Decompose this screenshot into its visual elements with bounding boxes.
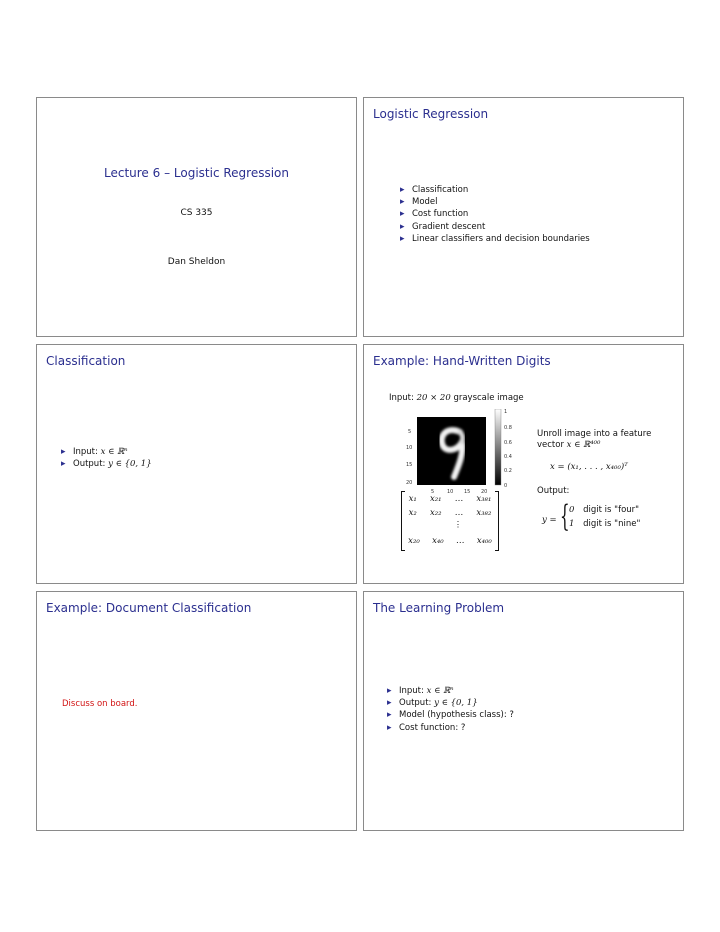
input-bullet [61,446,152,458]
unroll-text-line2 [537,440,600,450]
matrix-cell: … [456,536,465,546]
outline-list [400,184,590,245]
y-tick-label: 10 [406,445,413,451]
unroll-text-math: x ∈ ℝ⁴⁰⁰ [566,440,601,450]
matrix-cell: x₃₈₁ [476,494,492,504]
input-label: Input: [73,447,98,457]
input-caption-label: Input: [389,393,414,403]
matrix-cell: x₄₀ [432,536,444,546]
unroll-text-vector: vector [537,440,564,450]
input-label: Input: [399,686,424,696]
matrix-cell: x₃₈₂ [476,508,492,518]
colorbar-tick: 0.4 [504,454,512,460]
input-math: x ∈ ℝⁿ [426,686,454,696]
outline-item: ▸ Cost function [400,208,590,220]
outline-item: ▸ Model [400,196,590,208]
input-bullet [387,685,514,697]
matrix-vdots [402,520,498,530]
matrix-vdots-glyph: ⋮ [453,520,463,530]
output-bullet [61,458,152,470]
input-math: x ∈ ℝⁿ [100,447,128,457]
output-math: y ∈ {0, 1} [108,459,152,470]
matrix-row [402,536,498,546]
matrix-cell: x₂₂ [429,508,442,518]
matrix-cell: x₄₀₀ [476,536,492,546]
feature-vector-formula: x = (x₁, . . . , x₄₀₀)ᵀ [550,462,628,472]
pixel-matrix [401,491,499,551]
slide-classification [36,344,357,584]
matrix-row [402,508,498,518]
colorbar [495,409,501,485]
case-0-text: digit is "four" [583,505,640,515]
slide-heading: The Learning Problem [373,601,505,615]
digit-image-figure [380,409,520,497]
x-tick-label: 10 [447,489,454,495]
colorbar-tick: 0.2 [504,468,512,474]
case-1-value: 1 [569,519,575,529]
course-code: CS 335 [180,208,213,218]
author-name: Dan Sheldon [167,257,226,267]
model-bullet: ▸ Model (hypothesis class): ? [387,709,514,721]
outline-item: ▸ Gradient descent [400,221,590,233]
input-caption [389,393,524,403]
slide-heading: Classification [46,354,126,368]
outline-item: ▸ Classification [400,184,590,196]
x-tick-label: 5 [431,489,435,495]
slide-document-classification [36,591,357,831]
slide-digits [363,344,684,584]
output-case-1 [569,519,640,529]
slide-learning-problem [363,591,684,831]
output-label: Output: [399,698,432,709]
slide-heading: Example: Document Classification [46,601,252,615]
matrix-cell: x₂₁ [429,494,442,504]
x-tick-label: 15 [464,489,471,495]
case-1-text: digit is "nine" [583,519,641,529]
input-caption-math: 20 × 20 [416,393,451,403]
colorbar-tick: 0 [504,483,508,489]
classification-list [61,446,152,470]
slide-title [36,97,357,337]
output-label: Output: [73,459,106,470]
matrix-cell: … [454,508,464,518]
unroll-text-line1: Unroll image into a feature [537,429,652,439]
colorbar-tick: 0.6 [504,440,512,446]
input-caption-text: grayscale image [453,393,524,403]
output-label: Output: [537,486,570,496]
cost-function-bullet: ▸ Cost function: ? [387,722,514,734]
colorbar-tick: 0.8 [504,425,512,431]
matrix-cell: x₂₀ [408,536,420,546]
lecture-title: Lecture 6 – Logistic Regression [103,166,289,180]
case-0-value: 0 [569,505,575,515]
output-bullet [387,697,514,709]
learning-problem-list [387,685,514,734]
outline-item: ▸ Linear classifiers and decision boundaries [400,233,590,245]
matrix-cell: x₂ [408,508,417,518]
matrix-cell: x₁ [408,494,417,504]
output-y-eq: y = [542,515,557,525]
matrix-row [402,494,498,504]
y-tick-label: 20 [406,480,413,486]
y-tick-label: 15 [406,462,413,468]
slide-outline [363,97,684,337]
x-tick-label: 20 [481,489,488,495]
piecewise-brace: { [560,499,570,534]
slide-heading: Example: Hand-Written Digits [373,354,551,368]
board-note: Discuss on board. [62,699,138,709]
slide-heading: Logistic Regression [373,107,489,121]
output-case-0 [569,505,639,515]
colorbar-tick: 1 [504,409,508,415]
matrix-cell: … [454,494,464,504]
output-math: y ∈ {0, 1} [434,698,478,709]
y-tick-label: 5 [408,429,412,435]
